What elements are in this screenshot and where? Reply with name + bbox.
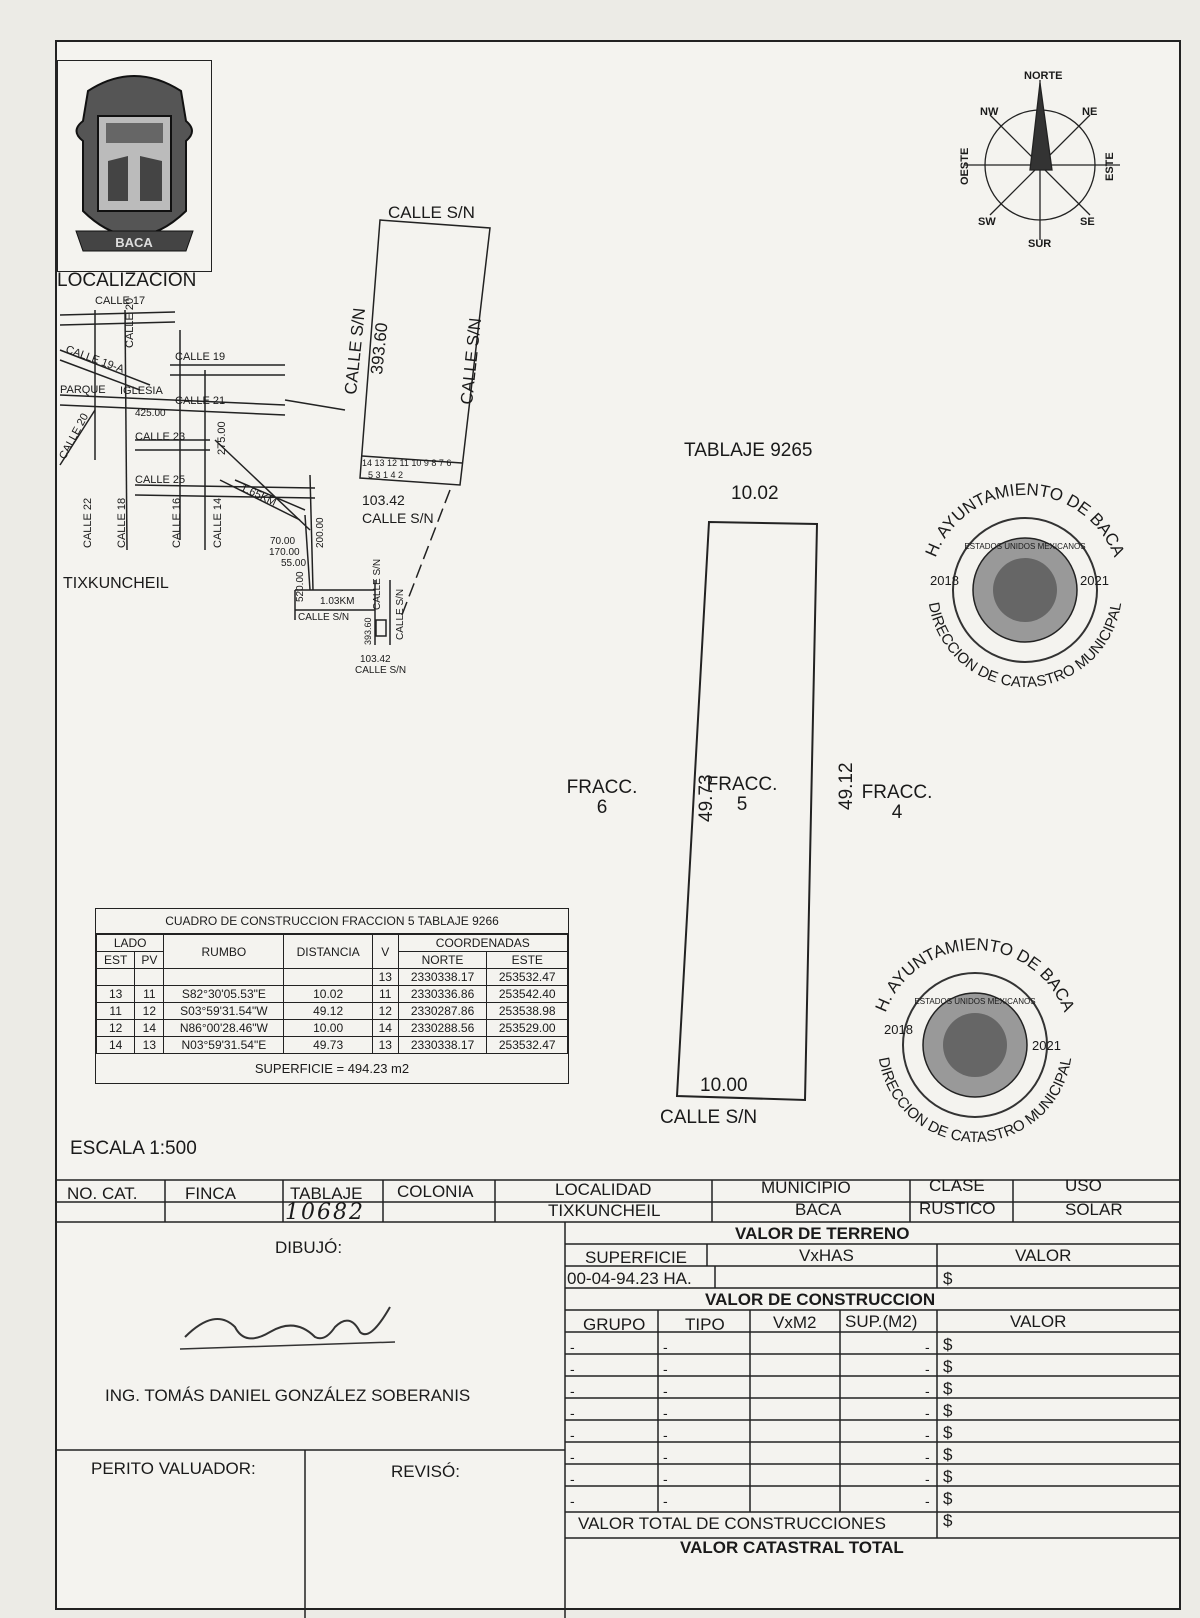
main-top-dim: 10.02 <box>731 483 779 504</box>
finca-header: FINCA <box>185 1184 236 1203</box>
stamp-bottom-text: DIRECCION DE CATASTRO MUNICIPAL <box>924 600 1126 692</box>
main-right-dim: 49.12 <box>836 762 857 810</box>
terreno-currency: $ <box>943 1269 953 1288</box>
grupo-column: - - - - - - - - <box>570 1339 575 1509</box>
no-cat-header: NO. CAT. <box>67 1184 138 1203</box>
map-label: CALLE 23 <box>135 431 186 443</box>
map-label: 393.60 <box>363 617 373 645</box>
tipo-header: TIPO <box>685 1315 725 1334</box>
table-row: 13 2330338.17 253532.47 <box>97 969 568 986</box>
tablaje-plan <box>340 200 510 620</box>
lots-top: 14 13 12 11 10 9 8 7 6 <box>362 458 452 468</box>
map-label: 1.65KM <box>238 481 279 509</box>
colonia-header: COLONIA <box>397 1182 474 1201</box>
scale-label: ESCALA 1:500 <box>70 1138 197 1159</box>
valor-total-construcciones-label: VALOR TOTAL DE CONSTRUCCIONES <box>578 1514 886 1533</box>
map-label: 275.00 <box>216 421 228 455</box>
construction-table-title: CUADRO DE CONSTRUCCION FRACCION 5 TABLAJE 9266 <box>96 909 568 934</box>
map-label: 520.00 <box>295 571 306 602</box>
vxm2-header: VxM2 <box>773 1313 817 1332</box>
construction-table-superficie: SUPERFICIE = 494.23 m2 <box>254 1061 410 1076</box>
localidad-header: LOCALIDAD <box>555 1180 652 1199</box>
main-tablaje-label: TABLAJE 9265 <box>684 440 813 461</box>
municipio-value: BACA <box>795 1200 842 1219</box>
valor-construccion-header: VALOR DE CONSTRUCCION <box>705 1290 936 1309</box>
tablaje-right-street: CALLE S/N <box>457 316 486 406</box>
map-label: IGLESIA <box>120 385 163 397</box>
tipo-column: - - - - - - - - <box>663 1339 668 1509</box>
table-row: 13 11 S82°30'05.53"E 10.02 11 2330336.86 253542.40 <box>97 986 568 1003</box>
fracc-6-label: FRACC. 6 <box>566 777 638 818</box>
uso-header: USO <box>1065 1176 1102 1195</box>
engineer-signature <box>175 1287 405 1367</box>
map-label: CALLE S/N <box>395 588 406 640</box>
coat-of-arms-logo <box>57 60 212 272</box>
table-row: 11 12 S03°59'31.54"W 49.12 12 2330287.86 253538.98 <box>97 1003 568 1020</box>
map-label: 200.00 <box>315 517 326 548</box>
lots-bottom: 5 3 1 4 2 <box>368 470 404 480</box>
superficie-value: 00-04-94.23 HA. <box>567 1269 692 1288</box>
sup-column: - - - - - - - - <box>925 1339 930 1509</box>
north-compass <box>960 65 1130 255</box>
stamp-year-start: 2018 <box>884 1022 913 1037</box>
map-label: CALLE 16 <box>171 497 183 548</box>
map-label: CALLE 19-A <box>63 343 126 376</box>
compass-north-label: NORTE <box>1024 70 1063 82</box>
stamp-year-start: 2018 <box>930 573 959 588</box>
superficie-header: SUPERFICIE <box>585 1248 688 1267</box>
stamp-bottom-text: DIRECCION DE CATASTRO MUNICIPAL <box>874 1055 1076 1147</box>
map-label: CALLE S/N <box>355 665 407 676</box>
localizacion-title: LOCALIZACION <box>57 270 197 291</box>
map-label: 425.00 <box>135 408 166 419</box>
stamp-year-end: 2021 <box>1080 573 1109 588</box>
vxhas-header: VxHAS <box>799 1246 854 1265</box>
map-label: TIXKUNCHEIL <box>63 575 169 592</box>
stamp-year-end: 2021 <box>1032 1038 1061 1053</box>
map-label: CALLE 17 <box>95 295 146 307</box>
stamp-top-text: H. AYUNTAMIENTO DE BACA <box>921 479 1129 560</box>
compass-ne-label: NE <box>1082 106 1098 118</box>
tablaje-top-street: CALLE S/N <box>388 203 475 222</box>
dibujo-label: DIBUJÓ: <box>275 1238 343 1257</box>
title-block <box>55 1172 1181 1618</box>
compass-sw-label: SW <box>978 216 996 228</box>
valor-terreno-value-header: VALOR <box>1015 1246 1072 1265</box>
main-left-dim: 49.73 <box>696 774 717 822</box>
tablaje-length: 393.60 <box>367 321 392 376</box>
compass-west-label: OESTE <box>959 147 971 185</box>
fracc-4-label: FRACC. 4 <box>861 782 933 823</box>
compass-south-label: SUR <box>1028 238 1052 250</box>
sup-m2-header: SUP.(M2) <box>845 1312 918 1331</box>
uso-value: SOLAR <box>1065 1200 1123 1219</box>
map-label: PARQUE <box>60 384 106 396</box>
valor-terreno-header: VALOR DE TERRENO <box>735 1224 910 1243</box>
map-label: CALLE 14 <box>212 497 224 548</box>
tablaje-value: 10682 <box>285 1200 365 1225</box>
map-label: CALLE S/N <box>298 612 350 623</box>
map-label: CALLE 18 <box>116 497 128 548</box>
fracc-5-label: FRACC. 5 <box>706 774 778 815</box>
stamp-top-text: H. AYUNTAMIENTO DE BACA <box>871 934 1079 1015</box>
reviso-label: REVISÓ: <box>391 1462 460 1481</box>
map-label: 55.00 <box>281 558 307 569</box>
map-label: 103.42 <box>360 654 391 665</box>
map-label: CALLE 25 <box>135 474 186 486</box>
map-label: 70.00 <box>270 536 296 547</box>
map-label: CALLE 19 <box>175 351 226 363</box>
compass-nw-label: NW <box>980 106 999 118</box>
map-label: 1.03KM <box>320 596 355 607</box>
valor-currency-column: $ $ $ $ $ $ $ $ $ <box>943 1335 953 1530</box>
main-bottom-dim: 10.00 <box>700 1075 748 1096</box>
table-row: 14 13 N03°59'31.54"E 49.73 13 2330338.17 253532.47 <box>97 1037 568 1054</box>
grupo-header: GRUPO <box>583 1315 646 1334</box>
clase-header: CLASE <box>929 1176 985 1195</box>
compass-east-label: ESTE <box>1104 152 1116 181</box>
engineer-name: ING. TOMÁS DANIEL GONZÁLEZ SOBERANIS <box>105 1386 471 1405</box>
map-label: CALLE 22 <box>82 497 94 548</box>
coat-of-arms-text: BACA <box>115 235 153 250</box>
valor-construccion-value-header: VALOR <box>1010 1312 1067 1331</box>
stamp-inner-text: ESTADOS UNIDOS MEXICANOS <box>914 997 1036 1006</box>
localidad-value: TIXKUNCHEIL <box>548 1201 661 1220</box>
map-label: CALLE 21 <box>175 395 226 407</box>
tablaje-left-street: CALLE S/N <box>341 306 370 396</box>
main-bottom-street: CALLE S/N <box>660 1107 758 1128</box>
tablaje-header: TABLAJE <box>290 1184 363 1203</box>
tablaje-bottom-street: CALLE S/N <box>362 510 434 526</box>
map-label: CALLE 20 <box>57 411 92 462</box>
clase-value: RUSTICO <box>919 1199 996 1218</box>
tablaje-bottom-width: 103.42 <box>362 492 405 508</box>
map-label: CALLE 20 <box>124 297 136 348</box>
map-label: CALLE S/N <box>372 558 383 610</box>
valor-catastral-total-label: VALOR CATASTRAL TOTAL <box>680 1538 904 1557</box>
perito-valuador-label: PERITO VALUADOR: <box>91 1459 256 1478</box>
municipal-stamp <box>850 920 1100 1170</box>
stamp-inner-text: ESTADOS UNIDOS MEXICANOS <box>964 542 1086 551</box>
map-label: 170.00 <box>269 547 300 558</box>
municipio-header: MUNICIPIO <box>761 1178 851 1197</box>
compass-se-label: SE <box>1080 216 1095 228</box>
municipal-stamp <box>900 465 1150 715</box>
construction-table: CUADRO DE CONSTRUCCION FRACCION 5 TABLAJE 9266 LADO RUMBO DISTANCIA V COORDENADAS EST PV NORTE ESTE 13 2330338.17 253532.47 13 11 S82°30'05.53"E 10.02 11 2330336.86 253542.40 11 12 S03°59'31.54"W 49.12 12 2330287.86 253538.98 12 14 N86°00'28.46"W 10.00 14 2330288.56 253529.00 14 13 N03°59'31.54"E 49.73 13 2330338.17 253532.47 SUPERFICIE = 494.23 m2 <box>95 908 569 1084</box>
table-row: 12 14 N86°00'28.46"W 10.00 14 2330288.56 253529.00 <box>97 1020 568 1037</box>
